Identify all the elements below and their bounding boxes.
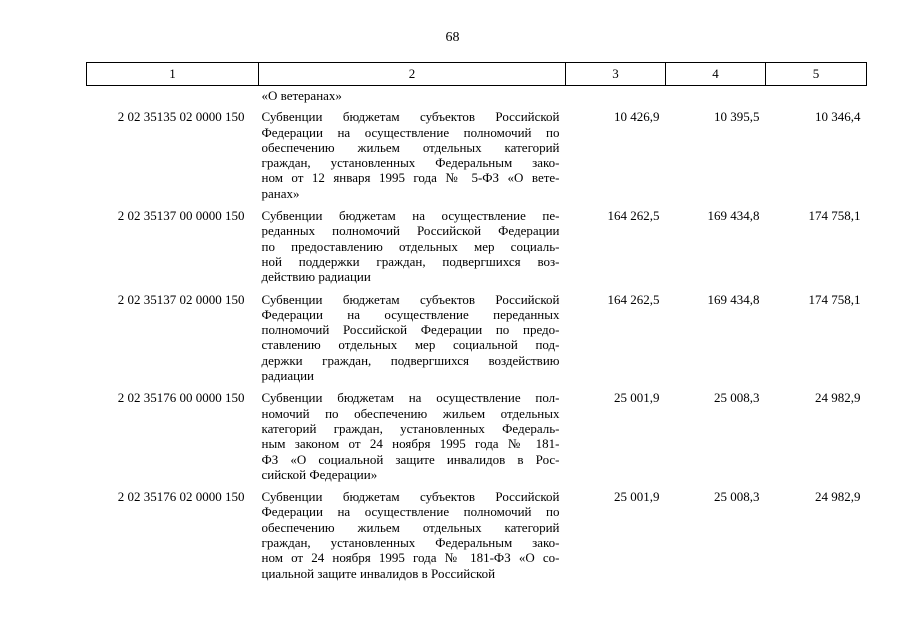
row-value-year-1: 25 001,9 (614, 390, 660, 406)
description-line: ставлению отдельных мер социальной под- (261, 337, 560, 353)
table-row (87, 202, 867, 285)
column-header-description: 2 (259, 63, 566, 86)
description-line: Федерации на осуществление полномочий по (261, 124, 560, 140)
description-line: Субвенции бюджетам на осуществление пол- (261, 390, 560, 406)
table-row (87, 286, 867, 385)
row-description (259, 103, 566, 202)
description-line: Субвенции бюджетам субъектов Российской (261, 109, 560, 125)
description-line: номочий по обеспечению жильем отдельных (261, 405, 560, 421)
table-row (87, 103, 867, 202)
row-description (259, 384, 566, 483)
row-value-year-3: 174 758,1 (808, 291, 861, 307)
row-value-year-3: 174 758,1 (808, 208, 861, 224)
description-line: полномочий Российской Федерации по предо- (261, 322, 560, 338)
table-row (87, 483, 867, 582)
description-line: действию радиации (261, 269, 371, 285)
row-code: 2 02 35137 02 0000 150 (117, 291, 245, 307)
table-header-row (87, 63, 867, 86)
row-value-year-2: 169 434,8 (707, 208, 760, 224)
description-line: обеспечению жильем отдельных категорий (261, 139, 560, 155)
row-value-year-1: 164 262,5 (607, 291, 660, 307)
row-value-year-1: 10 426,9 (614, 109, 660, 125)
row-description (259, 202, 566, 285)
description-line: Субвенции бюджетам субъектов Российской (261, 291, 560, 307)
description-line: обеспечению жильем отдельных категорий (261, 519, 560, 535)
description-line: категорий граждан, установленных Федераль- (261, 420, 560, 436)
description-line: реданных полномочий Российской Федерации (261, 223, 560, 239)
description-line: Субвенции бюджетам субъектов Российской (261, 489, 560, 505)
table-row (87, 384, 867, 483)
page-number: 68 (445, 30, 460, 45)
description-line: Федерации на осуществление переданных (261, 306, 560, 322)
row-value-year-2: 25 008,3 (714, 489, 760, 505)
row-value-year-3: 10 346,4 (815, 109, 861, 125)
description-line: граждан, установленных Федеральным зако- (261, 535, 560, 551)
column-header-year-3: 5 (766, 63, 867, 86)
table-body (87, 86, 867, 582)
row-value-year-1: 25 001,9 (614, 489, 660, 505)
row-code: 2 02 35176 02 0000 150 (117, 489, 245, 505)
description-line: ФЗ «О социальной защите инвалидов в Рос- (261, 451, 560, 467)
description-line: ном от 12 января 1995 года № 5-ФЗ «О вете- (261, 170, 560, 186)
description-line: циальной защите инвалидов в Российской (261, 565, 496, 581)
budget-table (86, 62, 867, 582)
row-value-year-1: 164 262,5 (607, 208, 660, 224)
continuation-description (259, 86, 566, 104)
row-value-year-3: 24 982,9 (815, 390, 861, 406)
description-line: «О ветеранах» (261, 88, 342, 103)
row-description (259, 483, 566, 582)
description-line: ной поддержки граждан, подвергшихся воз- (261, 253, 560, 269)
row-description (259, 286, 566, 385)
description-line: держки граждан, подвергшихся воздействию (261, 352, 560, 368)
description-line: Федерации на осуществление полномочий по (261, 504, 560, 520)
row-value-year-2: 10 395,5 (714, 109, 760, 125)
description-line: ранах» (261, 185, 300, 201)
column-header-year-2: 4 (666, 63, 766, 86)
description-line: ном от 24 ноября 1995 года № 181-ФЗ «О со- (261, 550, 560, 566)
row-code: 2 02 35135 02 0000 150 (117, 109, 245, 125)
description-line: сийской Федерации» (261, 466, 378, 482)
row-value-year-2: 25 008,3 (714, 390, 760, 406)
column-header-year-1: 3 (566, 63, 666, 86)
column-header-code: 1 (87, 63, 259, 86)
continuation-row (87, 86, 867, 104)
row-code: 2 02 35176 00 0000 150 (117, 390, 245, 406)
row-code: 2 02 35137 00 0000 150 (117, 208, 245, 224)
description-line: радиации (261, 368, 314, 384)
description-line: ным законом от 24 ноября 1995 года № 181- (261, 436, 560, 452)
row-value-year-2: 169 434,8 (707, 291, 760, 307)
description-line: граждан, установленных Федеральным зако- (261, 155, 560, 171)
continuation-code (87, 86, 259, 104)
description-line: Субвенции бюджетам на осуществление пе- (261, 208, 560, 224)
row-value-year-3: 24 982,9 (815, 489, 861, 505)
description-line: по предоставлению отдельных мер социаль- (261, 238, 560, 254)
